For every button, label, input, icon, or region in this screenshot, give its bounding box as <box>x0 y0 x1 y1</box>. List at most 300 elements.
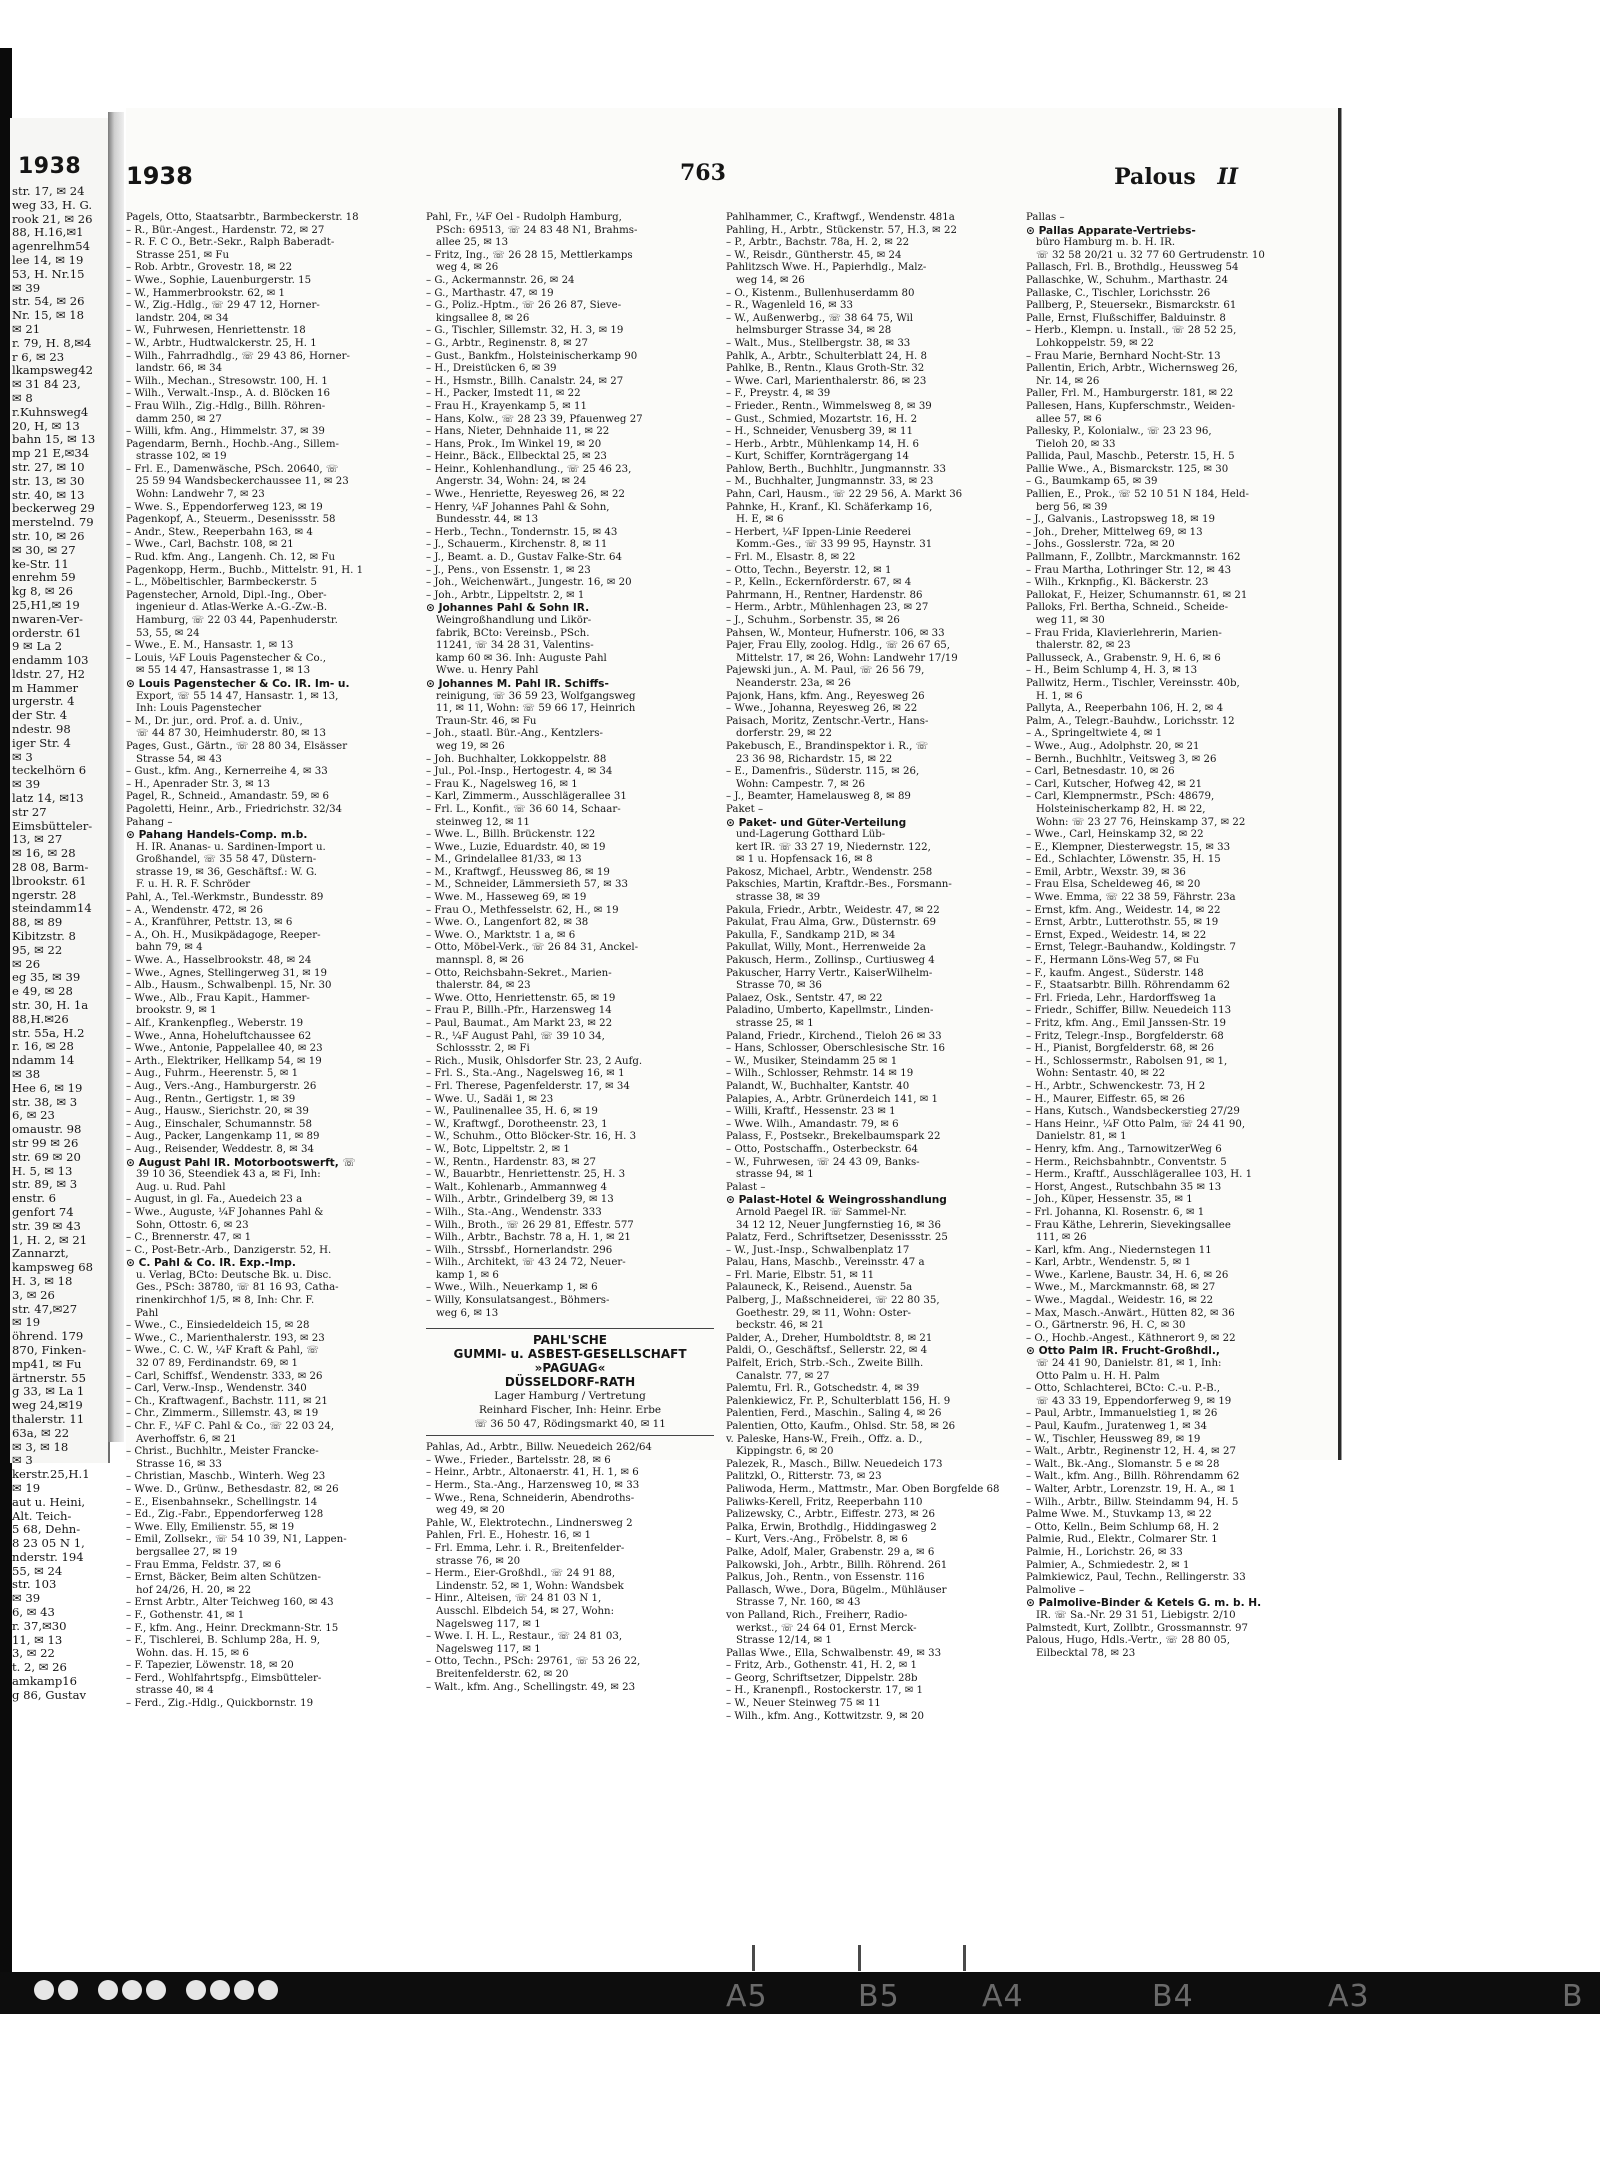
previous-page-fragment: 88,H.✉26 <box>12 1011 69 1026</box>
scale-label-b4: B4 <box>1152 1979 1194 2014</box>
previous-page-fragment: enrehm 59 <box>12 570 76 585</box>
directory-entry: – R., Wagenleld 16, ✉ 33 <box>726 300 853 312</box>
directory-entry: – W., Neuer Steinweg 75 ✉ 11 <box>726 1698 881 1710</box>
previous-page-fragment: Eimsbütteler- <box>12 818 93 833</box>
directory-entry: – Aug., Vers.-Ang., Hamburgerstr. 26 <box>126 1080 317 1092</box>
entry-continuation: Holsteinischerkamp 82, H. ✉ 22, <box>1036 803 1206 815</box>
directory-entry: – H., Kranenpfl., Rostockerstr. 17, ✉ 1 <box>726 1685 923 1697</box>
directory-entry: – H., Apenrader Str. 3, ✉ 13 <box>126 778 270 790</box>
directory-entry: – Karl, Arbtr., Wendenstr. 5, ✉ 1 <box>1026 1257 1192 1269</box>
directory-entry: – Gust., kfm. Ang., Kernerreihe 4, ✉ 33 <box>126 766 328 778</box>
directory-entry: – Frl. Marie, Elbstr. 51, ✉ 11 <box>726 1269 875 1281</box>
entry-continuation: ingenieur d. Atlas-Werke A.-G.-Zw.-B. <box>136 602 328 614</box>
previous-page-fragment: str. 47,✉27 <box>12 1301 78 1316</box>
entry-continuation: Arnold Paegel IR. ☏ Sammel-Nr. <box>736 1206 907 1218</box>
entry-continuation: helmsburger Strasse 34, ✉ 28 <box>736 325 892 337</box>
ad-contact: ☏ 36 50 47, Rödingsmarkt 40, ✉ 11 <box>474 1418 666 1431</box>
entry-continuation: kingsallee 8, ✉ 26 <box>436 312 530 324</box>
directory-entry: – J., Beamter, Hamelausweg 8, ✉ 89 <box>726 791 911 803</box>
paper-size-scale <box>0 1975 1600 2014</box>
previous-page-fragment: enstr. 6 <box>12 1191 56 1206</box>
ad-warehouse: Lager Hamburg / Vertretung <box>494 1390 646 1403</box>
directory-entry: Pallasch, Frl. B., Brothdlg., Heussweg 54 <box>1026 262 1239 274</box>
firm-listing: ⊙ August Pahl IR. Motorbootswerft, ☏ <box>126 1156 356 1169</box>
previous-page-fragment: ✉ 8 <box>12 390 33 405</box>
entry-continuation: Neanderstr. 23a, ✉ 26 <box>736 677 851 689</box>
directory-entry: v. Paleske, Hans-W., Freih., Offz. a. D., <box>726 1433 923 1445</box>
directory-entry: Paladino, Umberto, Kapellmstr., Linden- <box>726 1005 934 1017</box>
directory-entry: – J., Beamt. a. D., Gustav Falke-Str. 64 <box>426 552 622 564</box>
directory-entry: Pakusch, Herm., Zollinsp., Curtiusweg 4 <box>726 955 935 967</box>
directory-entry: – Heinr., Arbtr., Altonaerstr. 41, H. 1, ✉ 6 <box>426 1467 639 1479</box>
directory-entry: Palizewsky, C., Arbtr., Eiffestr. 273, ✉ 26 <box>726 1509 936 1521</box>
entry-continuation: 11241, ☏ 34 28 31, Valentins- <box>436 640 594 652</box>
directory-entry: Pagenstecher, Arnold, Dipl.-Ing., Ober- <box>126 589 327 601</box>
directory-entry: – J., Schauerm., Kirchenstr. 8, ✉ 11 <box>426 539 608 551</box>
directory-entry: – Wwe., Sophie, Lauenburgerstr. 15 <box>126 274 312 286</box>
directory-entry: – Bernh., Buchhltr., Veitsweg 3, ✉ 26 <box>1026 753 1217 765</box>
entry-continuation: u. Verlag, BCto: Deutsche Bk. u. Disc. <box>136 1269 332 1281</box>
previous-page-fragments <box>10 185 108 1703</box>
directory-entry: – August, in gl. Fa., Auedeich 23 a <box>126 1194 303 1206</box>
directory-entry: – Otto, Postschaffn., Osterbeckstr. 64 <box>726 1143 918 1155</box>
directory-entry: Pahn, Carl, Hausm., ☏ 22 29 56, A. Markt 36 <box>726 489 963 501</box>
directory-entry: – Fritz, Ing., ☏ 26 28 15, Mettlerkamps <box>426 249 633 261</box>
directory-entry: – F., Hermann Löns-Weg 57, ✉ Fu <box>1026 955 1200 967</box>
entry-continuation: Schlossstr. 2, ✉ Fi <box>436 1043 530 1055</box>
directory-page <box>126 108 1341 1722</box>
directory-entry: – Walter, Arbtr., Lorenzstr. 19, H. A., ✉ 1 <box>1026 1483 1236 1495</box>
directory-entry: Palatz, Ferd., Schriftsetzer, Desenissstr. 25 <box>726 1232 948 1244</box>
previous-page-fragment: 88, ✉ 89 <box>12 915 63 930</box>
directory-entry: Pagels, Otto, Staatsarbtr., Barmbeckerstr. 18 <box>126 212 359 223</box>
running-head <box>1114 164 1238 190</box>
directory-entry: – Wwe., Rena, Schneiderin, Abendroths- <box>426 1492 635 1504</box>
previous-page-fragment: lee 14, ✉ 19 <box>12 252 84 267</box>
previous-page-fragment: öhrend. 179 <box>12 1329 84 1344</box>
entry-continuation: weg 6, ✉ 13 <box>436 1307 499 1319</box>
previous-page-fragment: r.Kuhnsweg4 <box>12 404 89 419</box>
directory-entry: Pakuscher, Harry Vertr., KaiserWilhelm- <box>726 967 933 979</box>
entry-continuation: F. u. H. R. F. Schröder <box>136 879 251 891</box>
directory-entry: Pagendarm, Bernh., Hochb.-Ang., Sillem- <box>126 438 339 450</box>
entry-continuation: beckstr. 46, ✉ 21 <box>736 1320 825 1332</box>
directory-entry: – W., Bauarbtr., Henriettenstr. 25, H. 3 <box>426 1169 626 1181</box>
directory-entry: – Ch., Kraftwagenf., Bachstr. 111, ✉ 21 <box>126 1395 328 1407</box>
entry-continuation: 53, 55, ✉ 24 <box>136 627 200 639</box>
directory-entry: – W., Rentn., Hardenstr. 83, ✉ 27 <box>426 1156 597 1168</box>
directory-entry: Paket – <box>726 803 764 815</box>
previous-page-fragment: ldstr. 27, H2 <box>12 666 85 681</box>
directory-entry: – Henry, kfm. Ang., TarnowitzerWeg 6 <box>1026 1143 1222 1155</box>
directory-entry: Pahlke, B., Rentn., Klaus Groth-Str. 32 <box>726 363 925 375</box>
directory-entry: Pallien, E., Prok., ☏ 52 10 51 N 184, Held- <box>1026 489 1250 501</box>
previous-page-fragment: 3, ✉ 26 <box>12 1287 55 1302</box>
entry-continuation: IR. ☏ Sa.-Nr. 29 31 51, Liebigstr. 2/10 <box>1036 1609 1236 1621</box>
directory-entry: – R. F. C O., Betr.-Sekr., Ralph Baberadt- <box>126 237 335 249</box>
previous-page-fragment: lbrookstr. 61 <box>12 873 87 888</box>
entry-continuation: strasse 76, ✉ 20 <box>436 1555 521 1567</box>
previous-page-fragment: mp41, ✉ Fu <box>12 1356 82 1371</box>
firm-listing: ⊙ Johannes Pahl & Sohn IR. <box>426 602 590 615</box>
directory-entry: – Ernst, Exped., Weidestr. 14, ✉ 22 <box>1026 929 1207 941</box>
running-head-name: Palous <box>1114 164 1196 190</box>
entry-continuation: 32 07 89, Ferdinandstr. 69, ✉ 1 <box>136 1358 298 1370</box>
previous-page-fragment: ✉ 31 84 23, <box>12 377 81 392</box>
directory-entry: – H., Pianist, Borgfelderstr. 68, ✉ 26 <box>1026 1043 1214 1055</box>
entry-continuation: Strasse 16, ✉ 33 <box>136 1458 222 1470</box>
directory-entry: – Wilh., Arbtr., Grindelberg 39, ✉ 13 <box>426 1194 614 1206</box>
directory-entry: – Aug., Packer, Langenkamp 11, ✉ 89 <box>126 1131 320 1143</box>
previous-page-fragment: ✉ 39 <box>12 777 41 792</box>
directory-entry: Pahlitzsch Wwe. H., Papierhdlg., Malz- <box>726 262 927 274</box>
directory-entry: Pallaske, C., Tischler, Lorichsstr. 26 <box>1026 287 1211 299</box>
directory-entry: – Aug., Hausw., Sierichstr. 20, ✉ 39 <box>126 1106 309 1118</box>
directory-entry: – Aug., Reisender, Weddestr. 8, ✉ 34 <box>126 1143 315 1155</box>
previous-page-fragment: 9 ✉ La 2 <box>12 639 63 654</box>
entry-continuation: weg 49, ✉ 20 <box>436 1505 505 1517</box>
directory-entry: Pakulla, F., Sandkamp 21D, ✉ 34 <box>726 929 896 941</box>
entry-continuation: Otto Palm u. H. H. Palm <box>1036 1370 1160 1382</box>
directory-entry: Palkowski, Joh., Arbtr., Billh. Röhrend. 261 <box>726 1559 948 1571</box>
directory-entry: Pallida, Paul, Maschb., Peterstr. 15, H. 5 <box>1026 451 1235 463</box>
entry-continuation: 23 36 98, Richardstr. 15, ✉ 22 <box>736 753 893 765</box>
directory-entry: Pallesky, P., Kolonialw., ☏ 23 23 96, <box>1026 426 1212 438</box>
previous-page-fragment: ✉ 3 <box>12 749 33 764</box>
previous-page-fragment: 95, ✉ 22 <box>12 942 63 957</box>
entry-continuation: Goethestr. 29, ✉ 11, Wohn: Oster- <box>736 1307 911 1319</box>
entry-continuation: Ges., PSch: 38780, ☏ 81 16 93, Catha- <box>136 1282 339 1294</box>
directory-entry: – Carl, Klempnermstr., PSch: 48679, <box>1026 791 1215 803</box>
directory-entry: – Frau O., Methfesselstr. 62, H., ✉ 19 <box>426 904 619 916</box>
directory-entry: Palauneck, K., Reisend., Auenstr. 5a <box>726 1282 913 1294</box>
directory-entry: Pajewski jun., A. M. Paul, ☏ 26 56 79, <box>726 665 925 677</box>
directory-entry: Pallie Wwe., A., Bismarckstr. 125, ✉ 30 <box>1026 463 1229 475</box>
directory-entry: – G., Baumkamp 65, ✉ 39 <box>1026 476 1158 488</box>
directory-entry: – Wwe., C., Marienthalerstr. 193, ✉ 23 <box>126 1332 325 1344</box>
entry-continuation: ✉ 1 u. Hopfensack 16, ✉ 8 <box>736 854 873 866</box>
entry-continuation: Lindenstr. 52, ✉ 1, Wohn: Wandsbek <box>436 1580 624 1592</box>
previous-page-fragment: ndestr. 98 <box>12 722 71 737</box>
previous-page-fragment: r. 79, H. 8,✉4 <box>12 335 92 350</box>
directory-entry: – W., Zig.-Hdlg., ☏ 29 47 12, Horner- <box>126 300 320 312</box>
directory-entry: – Ferd., Zig.-Hdlg., Quickbornstr. 19 <box>126 1698 314 1710</box>
directory-entry: – M., Kraftwgf., Heussweg 86, ✉ 19 <box>426 866 610 878</box>
directory-entry: – Wwe., Carl, Heinskamp 32, ✉ 22 <box>1026 829 1204 841</box>
previous-page-fragment: ✉ 39 <box>12 280 41 295</box>
directory-entry: – Frl. M., Elsastr. 8, ✉ 22 <box>726 552 856 564</box>
directory-entry: – M., Schneider, Lämmersieth 57, ✉ 33 <box>426 879 628 891</box>
previous-page-fragment: g 86, Gustav <box>12 1687 87 1702</box>
directory-entry: – Carl, Schiffsf., Wendenstr. 333, ✉ 26 <box>126 1370 323 1382</box>
previous-page-fragment: ärtnerstr. 55 <box>12 1370 86 1385</box>
directory-entry: – Aug., Fuhrm., Heerenstr. 5, ✉ 1 <box>126 1068 299 1080</box>
directory-entry: – A., Wendenstr. 472, ✉ 26 <box>126 904 263 916</box>
entry-continuation: ☏ 44 87 30, Heimhuderstr. 80, ✉ 13 <box>136 728 326 740</box>
previous-page-fragment: str. 69 ✉ 20 <box>12 1149 81 1164</box>
previous-page-fragment: str 27 <box>12 804 47 819</box>
directory-entry: Pagoletti, Heinr., Arb., Friedrichstr. 32/34 <box>126 803 343 815</box>
directory-entry: – Otto, Möbel-Verk., ☏ 26 84 31, Anckel- <box>426 942 639 954</box>
previous-page-fragment: ✉ 21 <box>12 321 41 336</box>
directory-entry: – Carl, Verw.-Insp., Wendenstr. 340 <box>126 1383 307 1395</box>
previous-page-fragment: Zannarzt, <box>12 1246 69 1261</box>
directory-entry: Paisach, Moritz, Zentschr.-Vertr., Hans- <box>726 715 929 727</box>
directory-entry: – Herm., Sta.-Ang., Harzensweg 10, ✉ 33 <box>426 1480 640 1492</box>
directory-entry: – R., Bür.-Angest., Hardenstr. 72, ✉ 27 <box>126 224 325 236</box>
previous-page-fragment: ✉ 38 <box>12 1067 41 1081</box>
previous-page-fragment: kerstr.25,H.1 <box>12 1467 90 1482</box>
directory-entry: Palmstedt, Kurt, Zollbtr., Grossmannstr. 97 <box>1026 1622 1248 1634</box>
entry-continuation: bahn 79, ✉ 4 <box>136 942 203 954</box>
directory-entry: Pahl, Fr., ¼F Oel - Rudolph Hamburg, <box>426 212 622 223</box>
directory-entry: – Max, Masch.-Anwärt., Hütten 82, ✉ 36 <box>1026 1307 1235 1319</box>
previous-page-fragment: Nr. 15, ✉ 18 <box>12 308 85 323</box>
directory-entry: – Paul, Kaufm., Juratenweg 1, ✉ 34 <box>1026 1421 1207 1432</box>
previous-page-fragment: str. 27, ✉ 10 <box>12 459 85 474</box>
directory-entry: – Wilh., Architekt, ☏ 43 24 72, Neuer- <box>426 1257 626 1269</box>
scale-label-a4: A4 <box>982 1979 1024 2014</box>
directory-entry: – Wilh., Arbtr., Billw. Steindamm 94, H. 5 <box>1026 1496 1239 1508</box>
previous-page-fragment: ✉ 39 <box>12 1591 41 1606</box>
directory-entry: – Frl. Therese, Pagenfelderstr. 17, ✉ 34 <box>426 1080 630 1092</box>
directory-entry: – Rich., Musik, Ohlsdorfer Str. 23, 2 Aufg. <box>426 1055 643 1067</box>
directory-entry: – Ed., Zig.-Fabr., Eppendorferweg 128 <box>126 1509 324 1521</box>
directory-columns <box>126 212 1330 1723</box>
previous-page-fragment: r 6, ✉ 23 <box>12 349 65 364</box>
entry-continuation: Nagelsweg 117, ✉ 1 <box>436 1643 541 1655</box>
directory-entry: – M., Grindelallee 81/33, ✉ 13 <box>426 854 582 866</box>
previous-page-fragment: str. 39 ✉ 43 <box>12 1218 81 1233</box>
scale-label-b: B <box>1562 1979 1584 2014</box>
directory-entry: Palitzkl, O., Ritterstr. 73, ✉ 23 <box>726 1471 882 1483</box>
directory-entry: – Joh., Dreher, Mittelweg 69, ✉ 13 <box>1026 526 1203 538</box>
directory-entry: Pakulat, Frau Alma, Grw., Düsternstr. 69 <box>726 917 936 929</box>
directory-entry: – Frl. Johanna, Kl. Rosenstr. 6, ✉ 1 <box>1026 1206 1205 1218</box>
previous-page-fragment: str. 13, ✉ 30 <box>12 473 85 488</box>
directory-entry: Palmie, H., Lorichstr. 26, ✉ 33 <box>1026 1546 1183 1558</box>
directory-entry: – Kurt, Vers.-Ang., Fröbelstr. 8, ✉ 6 <box>726 1534 908 1546</box>
directory-entry: – Walt., Arbtr., Reginenstr 12, H. 4, ✉ 27 <box>1026 1446 1236 1458</box>
directory-entry: Palberg, J., Maßschneiderei, ☏ 22 80 35, <box>726 1295 940 1307</box>
entry-continuation: ☏ 24 41 90, Danielstr. 81, ✉ 1, Inh: <box>1036 1358 1222 1370</box>
scale-label-a3: A3 <box>1328 1979 1370 2014</box>
directory-entry: – Herb., Arbtr., Mühlenkamp 14, H. 6 <box>726 438 920 450</box>
directory-entry: – Alf., Krankenpfleg., Weberstr. 19 <box>126 1018 304 1029</box>
previous-page-fragment: ✉ 19 <box>12 1480 41 1495</box>
directory-entry: Palmier, A., Schmiedestr. 2, ✉ 1 <box>1026 1559 1190 1571</box>
entry-continuation: ☏ 43 33 19, Eppendorferweg 9, ✉ 19 <box>1036 1395 1232 1407</box>
directory-column-2-entries-after-ad <box>426 1442 714 1694</box>
directory-entry: – E., Damenfris., Süderstr. 115, ✉ 26, <box>726 766 920 778</box>
directory-entry: – Aug., Einschaler, Schumannstr. 58 <box>126 1118 312 1130</box>
entry-continuation: thalerstr. 82, ✉ 23 <box>1036 640 1131 652</box>
directory-entry: – F., Staatsarbtr. Billh. Röhrendamm 62 <box>1026 980 1231 992</box>
entry-continuation: Strasse 70, ✉ 36 <box>736 980 822 992</box>
entry-continuation: Pahl <box>136 1307 159 1319</box>
previous-page-fragment: 55, ✉ 24 <box>12 1563 63 1578</box>
entry-continuation: rinenkirchhof 1/5, ✉ 8, Inh: Chr. F. <box>136 1295 315 1307</box>
directory-entry: Pahling, H., Arbtr., Stückenstr. 57, H.3, ✉ 22 <box>726 224 957 236</box>
directory-entry: Pallberg, P., Steuersekr., Bismarckstr. 61 <box>1026 300 1237 312</box>
entry-continuation: Inh: Louis Pagenstecher <box>136 703 262 715</box>
directory-entry: Paliwoda, Herm., Mattmstr., Mar. Oben Borgfelde 68 <box>726 1483 1000 1495</box>
directory-entry: – Carl, Betnesdastr. 10, ✉ 26 <box>1026 766 1175 778</box>
entry-continuation: Wohn: Sentastr. 40, ✉ 22 <box>1036 1068 1166 1080</box>
directory-entry: – Friedr., Schiffer, Billw. Neuedeich 113 <box>1026 1005 1232 1017</box>
previous-page-fragment: 1, H. 2, ✉ 21 <box>12 1232 88 1247</box>
directory-entry: – W., Fuhrwesen, Henriettenstr. 18 <box>126 325 306 337</box>
directory-entry: Palka, Erwin, Brothdlg., Hiddingasweg 2 <box>726 1521 937 1533</box>
directory-entry: Pallwitz, Herm., Tischler, Vereinsstr. 40b, <box>1026 677 1240 689</box>
page-year: 1938 <box>126 162 193 190</box>
directory-entry: – Wwe., Carl, Bachstr. 108, ✉ 21 <box>126 539 294 551</box>
directory-entry: – Otto, Reichsbahn-Sekret., Marien- <box>426 967 612 979</box>
directory-column-2-entries <box>426 212 714 1320</box>
entry-continuation: weg 4, ✉ 26 <box>436 262 499 274</box>
directory-entry: Pagenkopp, Herm., Buchb., Mittelstr. 91, H. 1 <box>126 564 364 576</box>
directory-entry: – Wwe., Johanna, Reyesweg 26, ✉ 22 <box>726 703 918 715</box>
entry-continuation: mannspl. 8, ✉ 26 <box>436 955 525 967</box>
previous-page-fragment: latz 14, ✉13 <box>12 791 84 806</box>
previous-page-fragment: 20, H, ✉ 13 <box>12 418 80 433</box>
directory-entry: – Fritz, kfm. Ang., Emil Janssen-Str. 19 <box>1026 1018 1227 1029</box>
directory-entry: – Wwe., Aug., Adolphstr. 20, ✉ 21 <box>1026 740 1200 752</box>
directory-entry: – Horst, Angest., Rutschbahn 35 ✉ 13 <box>1026 1181 1222 1193</box>
scale-tick <box>963 1945 966 1971</box>
directory-entry: – Emil, Arbtr., Wexstr. 39, ✉ 36 <box>1026 866 1186 878</box>
directory-entry: – Ed., Schlachter, Löwenstr. 35, H. 15 <box>1026 854 1221 866</box>
ad-representative: Reinhard Fischer, Inh: Heinr. Erbe <box>478 1404 662 1417</box>
directory-entry: – Wwe., Magdal., Weidestr. 16, ✉ 22 <box>1026 1295 1214 1307</box>
directory-entry: Palemtu, Frl. R., Gotschedstr. 4, ✉ 39 <box>726 1383 920 1395</box>
directory-entry: – Louis, ¼F Louis Pagenstecher & Co., <box>126 652 326 664</box>
directory-entry: – J., Pens., von Essenstr. 1, ✉ 23 <box>426 564 591 576</box>
directory-entry: – H., Packer, Imstedt 11, ✉ 22 <box>426 388 581 400</box>
directory-entry: – Paul, Arbtr., Immanuelstieg 1, ✉ 26 <box>1026 1408 1218 1420</box>
directory-entry: Pallentin, Erich, Arbtr., Wichernsweg 26, <box>1026 363 1238 375</box>
directory-entry: – E., Klempner, Diesterwegstr. 15, ✉ 33 <box>1026 841 1231 853</box>
entry-continuation: Wwe. u. Henry Pahl <box>436 665 539 677</box>
previous-page-fragment: lkampsweg42 <box>12 363 93 378</box>
directory-entry: – Heinr., Kohlenhandlung., ☏ 25 46 23, <box>426 463 632 475</box>
entry-continuation: Weingroßhandlung und Likör- <box>436 615 592 626</box>
entry-continuation: allee 25, ✉ 13 <box>436 237 509 249</box>
directory-entry: – Christ., Buchhltr., Meister Francke- <box>126 1446 319 1458</box>
directory-entry: Palder, A., Dreher, Humboldtstr. 8, ✉ 21 <box>726 1332 933 1344</box>
entry-continuation: PSch: 69513, ☏ 24 83 48 N1, Brahms- <box>436 224 638 236</box>
previous-page-year: 1938 <box>18 154 82 179</box>
directory-entry: – F. Tapezier, Löwenstr. 18, ✉ 20 <box>126 1660 294 1672</box>
directory-entry: Pahlow, Berth., Buchhltr., Jungmannstr. 33 <box>726 463 946 475</box>
directory-entry: – Wwe. O., Langenfort 82, ✉ 38 <box>426 917 589 929</box>
directory-entry: – H., Maurer, Eiffestr. 65, ✉ 26 <box>1026 1093 1185 1105</box>
entry-continuation: strasse 102, ✉ 19 <box>136 451 227 463</box>
entry-continuation: Sohn, Ottostr. 6, ✉ 23 <box>136 1219 249 1231</box>
directory-entry: – G., Ackermannstr. 26, ✉ 24 <box>426 274 575 286</box>
directory-entry: – Frau Käthe, Lehrerin, Sievekingsallee <box>1026 1219 1231 1231</box>
directory-entry: Palmie, Rud., Elektr., Colmarer Str. 1 <box>1026 1534 1218 1546</box>
directory-entry: – Wwe. O., Marktstr. 1 a, ✉ 6 <box>426 929 576 941</box>
directory-entry: – O., Hochb.-Angest., Käthnerort 9, ✉ 22 <box>1026 1332 1236 1344</box>
previous-page-fragment: bahn 15, ✉ 13 <box>12 432 96 447</box>
entry-continuation: hof 24/26, H. 20, ✉ 22 <box>136 1584 252 1596</box>
directory-entry: – H., Beim Schlump 4, H. 3, ✉ 13 <box>1026 665 1198 677</box>
entry-continuation: 39 10 36, Steendiek 43 a, ✉ Fi, Inh: <box>136 1169 321 1181</box>
ad-city: DÜSSELDORF-RATH <box>504 1375 636 1390</box>
scale-label-b5: B5 <box>858 1979 900 2014</box>
directory-entry: – G., Poliz.-Hptm., ☏ 26 26 87, Sieve- <box>426 300 622 312</box>
entry-continuation: Traun-Str. 46, ✉ Fu <box>436 715 537 727</box>
previous-page-fragment: agenrelhm54 <box>12 239 90 254</box>
directory-entry: – Johs., Gosslerstr. 72a, ✉ 20 <box>1026 539 1175 551</box>
previous-page-fragment: orderstr. 61 <box>12 625 82 640</box>
directory-entry: Palmkiewicz, Paul, Techn., Rellingerstr. 33 <box>1026 1572 1246 1584</box>
entry-continuation: 11, ✉ 11, Wohn: ☏ 59 66 17, Heinrich <box>436 703 636 715</box>
directory-entry: – Herm., Kraftf., Ausschlägerallee 103, H. 1 <box>1026 1169 1253 1181</box>
scale-label-a5: A5 <box>726 1979 768 2014</box>
directory-entry: – Wwe. Wilh., Amandastr. 79, ✉ 6 <box>726 1118 899 1130</box>
previous-page-fragment: ✉ 30, ✉ 27 <box>12 542 76 557</box>
directory-entry: Pahle, W., Elektrotechn., Lindnersweg 2 <box>426 1517 633 1529</box>
directory-entry: – Wwe. A., Hasselbrookstr. 48, ✉ 24 <box>126 955 312 967</box>
directory-entry: – J., Schuhm., Sorbenstr. 35, ✉ 26 <box>726 615 900 626</box>
directory-entry: – W., Außenwerbg., ☏ 38 64 75, Wil <box>726 312 914 324</box>
directory-entry: – C., Brennerstr. 47, ✉ 1 <box>126 1232 252 1244</box>
entry-continuation: Kippingstr. 6, ✉ 20 <box>736 1446 834 1458</box>
directory-entry: – Wwe. S., Eppendorferweg 123, ✉ 19 <box>126 501 323 513</box>
previous-page-fragment: thalerstr. 11 <box>12 1411 85 1426</box>
entry-continuation: dorferstr. 29, ✉ 22 <box>736 728 832 740</box>
entry-continuation: 34 12 12, Neuer Jungfernstieg 16, ✉ 36 <box>736 1219 941 1231</box>
directory-entry: – Wwe. Carl, Marienthalerstr. 86, ✉ 23 <box>726 375 927 387</box>
directory-entry: – G., Tischler, Sillemstr. 32, H. 3, ✉ 19 <box>426 325 624 337</box>
directory-entry: Palandt, W., Buchhalter, Kantstr. 40 <box>726 1080 910 1092</box>
entry-continuation: Wohn: Campestr. 7, ✉ 26 <box>736 778 866 790</box>
directory-column-2 <box>426 212 714 1723</box>
directory-entry: – Heinr., Bäck., Ellbecktal 25, ✉ 23 <box>426 451 607 463</box>
entry-continuation: strasse 38, ✉ 39 <box>736 892 821 904</box>
previous-page-fragment: teckelhörn 6 <box>12 763 87 778</box>
directory-entry: – Paul, Baumat., Am Markt 23, ✉ 22 <box>426 1018 613 1029</box>
previous-page-fragment: kampsweg 68 <box>12 1260 93 1275</box>
previous-page-fragment: 63a, ✉ 22 <box>12 1425 70 1440</box>
directory-entry: – Joh., Weichenwärt., Jungestr. 16, ✉ 20 <box>426 577 632 589</box>
directory-entry: – W., Botc, Lippeltstr. 2, ✉ 1 <box>426 1143 570 1155</box>
directory-entry: – Hans, Kutsch., Wandsbeckerstieg 27/29 <box>1026 1106 1240 1118</box>
directory-entry: – Willy, Konsulatsangest., Böhmers- <box>426 1295 610 1307</box>
directory-entry: – Ernst, Arbtr., Lutterothstr. 55, ✉ 19 <box>1026 917 1219 929</box>
previous-page-fragment: 5 68, Dehn- <box>12 1522 81 1537</box>
directory-entry: – Wilh., Sta.-Ang., Wendenstr. 333 <box>426 1206 602 1218</box>
previous-page-fragment: mp 21 E,✉34 <box>12 446 90 461</box>
entry-continuation: ☏ 32 58 20/21 u. 32 77 60 Gertrudenstr. 10 <box>1036 249 1265 261</box>
entry-continuation: Canalstr. 77, ✉ 27 <box>736 1370 830 1382</box>
entry-continuation: Nagelsweg 117, ✉ 1 <box>436 1618 541 1630</box>
firm-listing: ⊙ Palast-Hotel & Weingrosshandlung <box>726 1194 947 1207</box>
directory-entry: – Wwe., Auguste, ¼F Johannes Pahl & <box>126 1206 324 1218</box>
directory-entry: – Wilh., Krknpfig., Kl. Bäckerstr. 23 <box>1026 577 1209 589</box>
directory-entry: – Herbert, ¼F Ippen-Linie Reederei <box>726 526 911 538</box>
entry-continuation: Ausschl. Elbdeich 54, ✉ 27, Wohn: <box>436 1605 615 1617</box>
directory-entry: Palmolive – <box>1026 1584 1085 1596</box>
directory-entry: – Herm., Eier-Großhdl., ☏ 24 91 88, <box>426 1568 616 1580</box>
directory-entry: – Joh. Buchhalter, Lokkoppelstr. 88 <box>426 753 607 765</box>
entry-continuation: landstr. 204, ✉ 34 <box>136 312 229 324</box>
directory-entry: – R., ¼F August Pahl, ☏ 39 10 34, <box>426 1030 605 1042</box>
entry-continuation: reinigung, ☏ 36 59 23, Wolfgangsweg <box>436 690 636 702</box>
directory-entry: – F., Gothenstr. 41, ✉ 1 <box>126 1609 245 1621</box>
